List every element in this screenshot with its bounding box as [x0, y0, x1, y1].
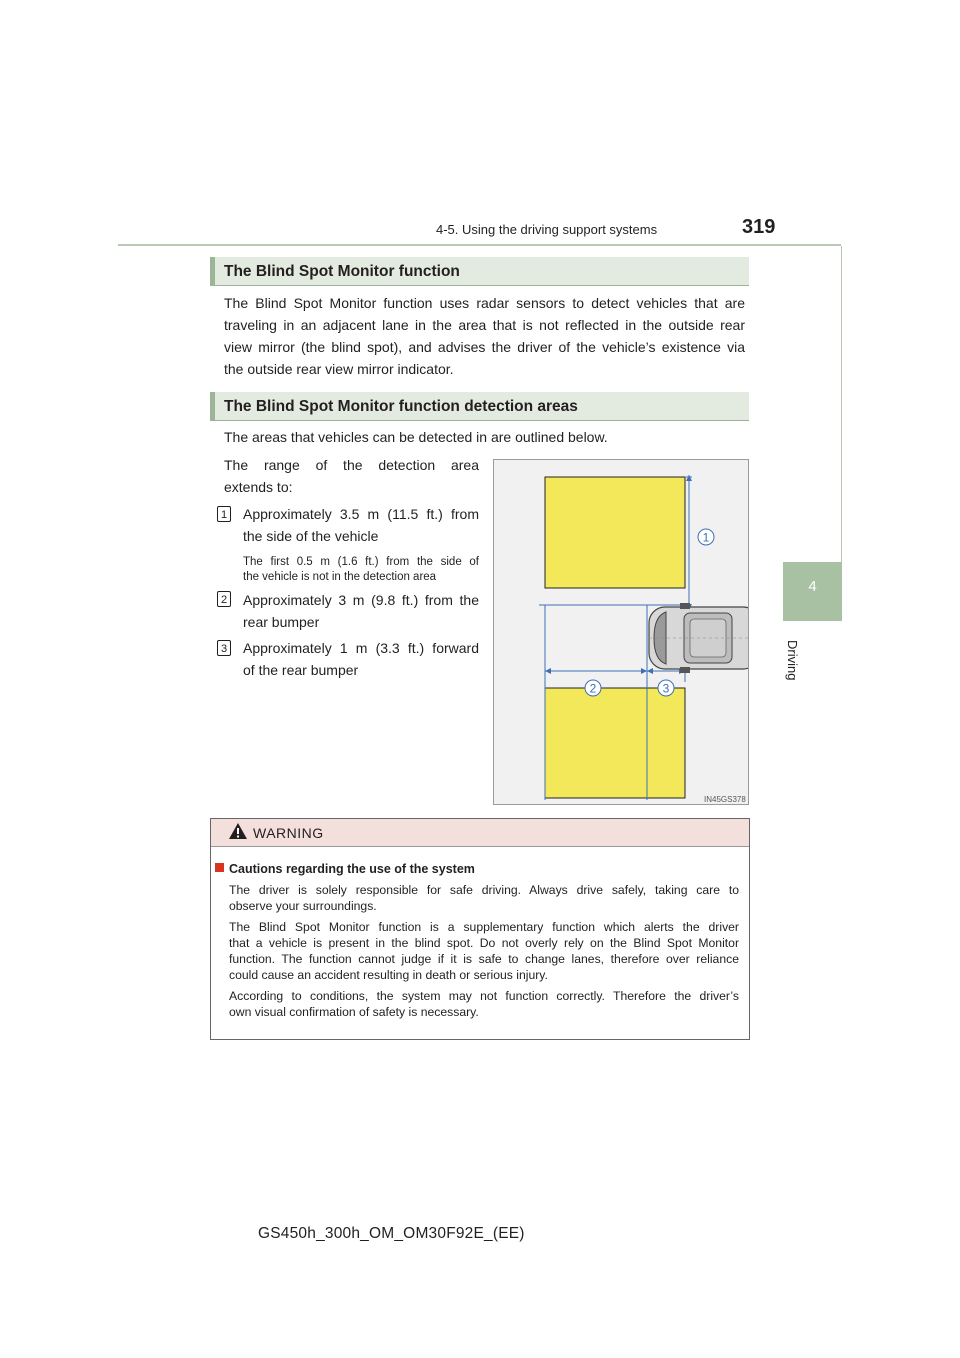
chapter-name: Driving	[785, 640, 800, 681]
running-header: 4-5. Using the driving support systems	[436, 222, 658, 237]
arrow-icon	[686, 475, 692, 481]
car-top-view	[649, 603, 749, 673]
item-text: Approximately 3 m (9.8 ft.) from the	[243, 592, 479, 608]
warning-line: function. The function cannot judge if it is safe to change lanes, therefore over reliance	[229, 952, 739, 966]
warning-line: own visual confirmation of safety is necessary.	[229, 1005, 479, 1019]
item-text: Approximately 3.5 m (11.5 ft.) from	[243, 506, 479, 522]
side-rule	[841, 246, 842, 562]
detection-area-illustration	[493, 459, 749, 805]
warning-line: that a vehicle is present in the blind spot. Do not overly rely on the Blind Spot Monitor	[229, 936, 739, 950]
warning-triangle-icon	[228, 822, 248, 840]
callout-3-label: 3	[662, 681, 670, 696]
item-text: of the rear bumper	[243, 662, 359, 678]
rear-detection-zone	[545, 688, 685, 798]
square-bullet-icon	[215, 863, 224, 872]
paragraph-line: view mirror (the blind spot), and advises the driver of the vehicle’s existence via	[224, 339, 745, 355]
page-number: 319	[742, 216, 776, 238]
warning-title: WARNING	[253, 825, 324, 841]
item-number-3: 3	[217, 640, 231, 656]
item-note: The first 0.5 m (1.6 ft.) from the side of	[243, 556, 479, 568]
warning-heading: Cautions regarding the use of the system	[229, 862, 475, 876]
detection-diagram	[494, 460, 749, 805]
header-rule	[118, 244, 841, 246]
arrow-icon	[647, 668, 653, 674]
section-title: The Blind Spot Monitor function	[224, 263, 460, 280]
arrow-icon	[545, 668, 551, 674]
item-number-1: 1	[217, 506, 231, 522]
arrow-icon	[641, 668, 647, 674]
callout-2-label: 2	[589, 681, 597, 696]
item-text: the side of the vehicle	[243, 528, 379, 544]
front-detection-zone	[545, 477, 685, 588]
chapter-number: 4	[808, 578, 817, 595]
item-text: rear bumper	[243, 614, 320, 630]
paragraph-line: the outside rear view mirror indicator.	[224, 361, 454, 377]
warning-line: observe your surroundings.	[229, 899, 377, 913]
item-note: the vehicle is not in the detection area	[243, 571, 437, 583]
manual-code: GS450h_300h_OM_OM30F92E_(EE)	[258, 1225, 525, 1242]
warning-line: could cause an accident resulting in death or serious injury.	[229, 968, 548, 982]
item-text: Approximately 1 m (3.3 ft.) forward	[243, 640, 479, 656]
warning-line: The driver is solely responsible for safe driving. Always drive safely, taking care to	[229, 883, 739, 897]
warning-line: According to conditions, the system may not function correctly. Therefore the driver’s	[229, 989, 739, 1003]
warning-line: The Blind Spot Monitor function is a supplementary function which alerts the driver	[229, 920, 739, 934]
callout-1-label: 1	[702, 530, 710, 545]
range-text: extends to:	[224, 479, 293, 495]
paragraph-line: The Blind Spot Monitor function uses radar sensors to detect vehicles that are	[224, 295, 745, 311]
paragraph-line: traveling in an adjacent lane in the area that is not reflected in the outside rear	[224, 317, 745, 333]
range-text: The range of the detection area	[224, 457, 479, 473]
intro-text: The areas that vehicles can be detected in are outlined below.	[224, 429, 608, 445]
section-title: The Blind Spot Monitor function detection areas	[224, 398, 578, 415]
item-number-2: 2	[217, 591, 231, 607]
image-code: IN45GS378	[704, 795, 746, 804]
